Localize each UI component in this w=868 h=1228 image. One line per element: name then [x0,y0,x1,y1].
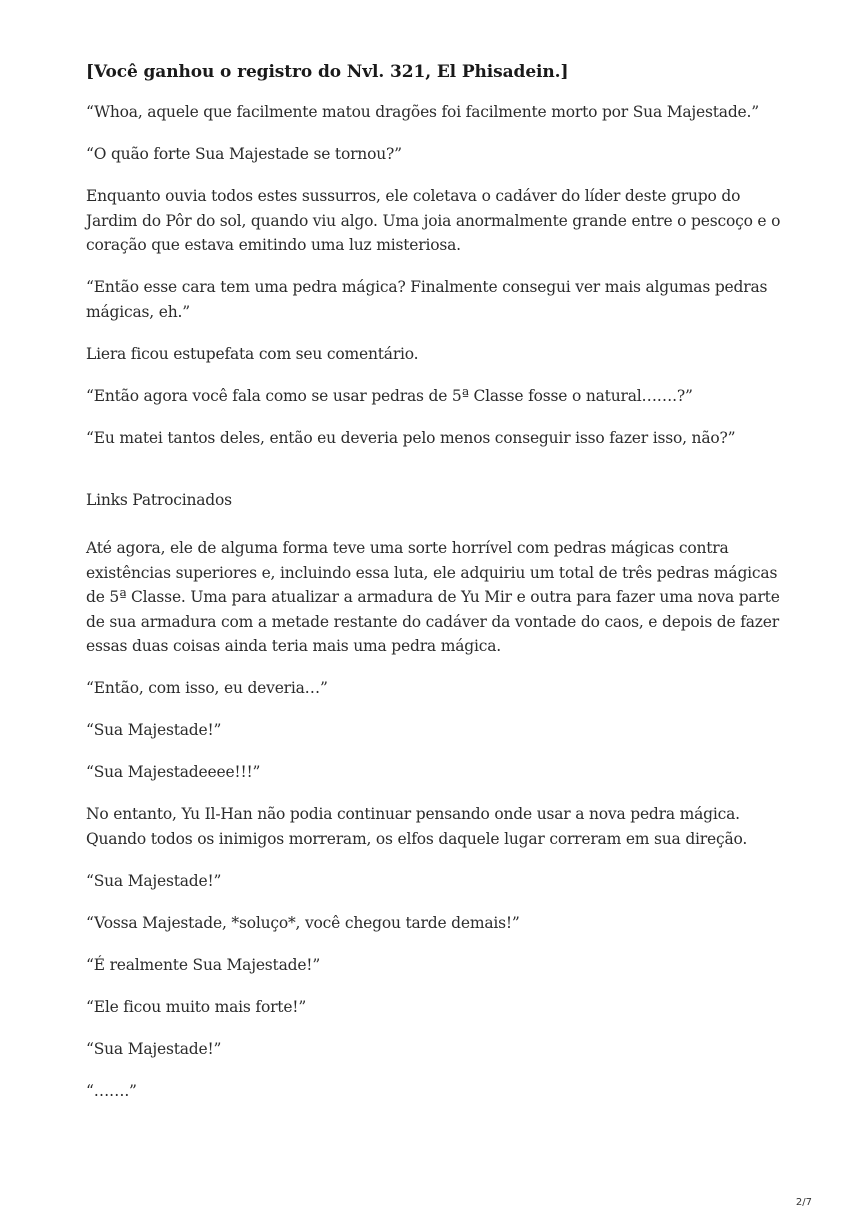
paragraph: “Whoa, aquele que facilmente matou dragões foi facilmente morto por Sua Majestade.” [86,103,759,121]
paragraph: “Sua Majestade!” [86,871,222,890]
paragraph: No entanto, Yu Il-Han não podia continuar pensando onde usar a nova pedra mágica. Quando todos os inimigos morreram, os elfos daquele lugar correram em sua direção. [86,805,748,848]
paragraph: “Então agora você fala como se usar pedras de 5ª Classe fosse o natural…….?” [86,386,693,405]
paragraph: “Então esse cara tem uma pedra mágica? Finalmente consegui ver mais algumas pedras mágicas, eh.” [86,278,768,321]
paragraph: Até agora, ele de alguma forma teve uma sorte horrível com pedras mágicas contra existências superiores e, incluindo essa luta, ele adquiriu um total de três pedras mágicas de 5ª Classe. Uma para atualizar a armadura de Yu Mir e outra para fazer uma nova parte de sua armadura com a metade restante do cadáver da vontade do caos, e depois de fazer essas duas coisas ainda teria mais uma pedra mágica. [86,539,780,655]
paragraph: “Então, com isso, eu deveria…” [86,679,328,697]
paragraph: “Vossa Majestade, *soluço*, você chegou tarde demais!” [86,913,520,932]
paragraph: “Sua Majestade!” [86,721,222,739]
paragraph: “O quão forte Sua Majestade se tornou?” [86,145,402,163]
system-message-heading: [Você ganhou o registro do Nvl. 321, El Phisadein.] [86,62,569,82]
document-body [86,58,786,1121]
paragraph: Liera ficou estupefata com seu comentário. [86,344,419,363]
page-number: 2/7 [795,1197,812,1208]
paragraph: “Sua Majestade!” [86,1039,222,1058]
paragraph: “É realmente Sua Majestade!” [86,955,321,974]
sponsored-links-label: Links Patrocinados [86,491,232,509]
paragraph: “…….” [86,1081,137,1100]
paragraph: “Sua Majestadeeee!!!” [86,763,261,781]
paragraph: Enquanto ouvia todos estes sussurros, ele coletava o cadáver do líder deste grupo do Jardim do Pôr do sol, quando viu algo. Uma joia anormalmente grande entre o pescoço e o coração que estava emitindo uma luz misteriosa. [86,187,781,254]
paragraph: “Eu matei tantos deles, então eu deveria pelo menos conseguir isso fazer isso, não?” [86,428,736,447]
paragraph: “Ele ficou muito mais forte!” [86,997,307,1016]
